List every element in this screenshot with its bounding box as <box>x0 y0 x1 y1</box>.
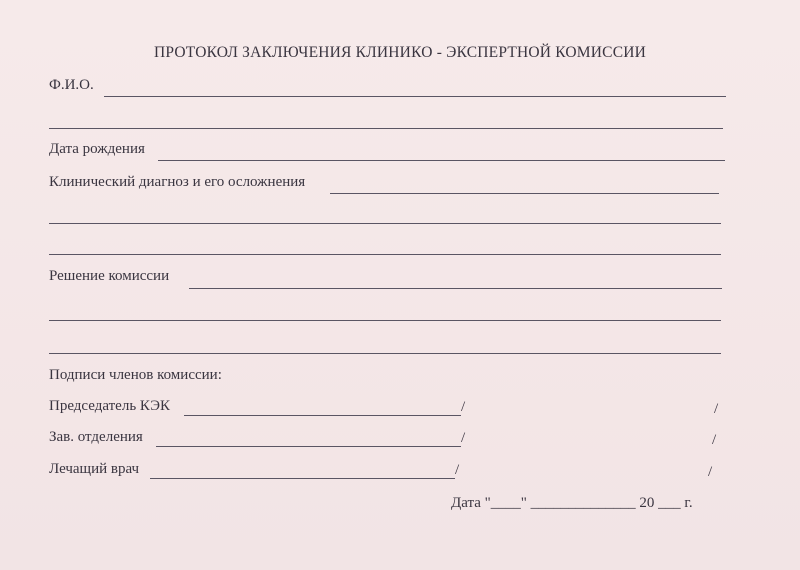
signatures-heading: Подписи членов комиссии: <box>49 367 222 383</box>
chair-label: Председатель КЭК <box>49 398 171 414</box>
diagnosis-field-line[interactable] <box>330 193 719 194</box>
head-slash-end: / <box>712 432 717 448</box>
fio-label: Ф.И.О. <box>49 77 94 93</box>
decision-field-line-3[interactable] <box>49 353 721 354</box>
decision-label: Решение комиссии <box>49 268 170 284</box>
fio-field-line-2[interactable] <box>49 128 723 129</box>
chair-slash: / <box>461 399 466 415</box>
chair-signature-line[interactable] <box>184 415 461 416</box>
chair-slash-end: / <box>714 401 719 417</box>
birth-date-field-line[interactable] <box>158 160 725 161</box>
doctor-slash-end: / <box>708 464 713 480</box>
fio-field-line[interactable] <box>104 96 726 97</box>
diagnosis-field-line-3[interactable] <box>49 254 721 255</box>
doctor-slash: / <box>455 462 460 478</box>
birth-date-label: Дата рождения <box>49 141 145 157</box>
doctor-signature-line[interactable] <box>150 478 455 479</box>
head-label: Зав. отделения <box>49 429 143 445</box>
doctor-label: Лечащий врач <box>49 461 140 477</box>
diagnosis-field-line-2[interactable] <box>49 223 721 224</box>
head-slash: / <box>461 430 466 446</box>
decision-field-line[interactable] <box>189 288 722 289</box>
decision-field-line-2[interactable] <box>49 320 721 321</box>
diagnosis-label: Клинический диагноз и его осложнения <box>49 174 306 190</box>
date-field[interactable]: Дата "____" ______________ 20 ___ г. <box>451 495 693 511</box>
head-signature-line[interactable] <box>156 446 461 447</box>
page-title: ПРОТОКОЛ ЗАКЛЮЧЕНИЯ КЛИНИКО - ЭКСПЕРТНОЙ КОМИССИИ <box>153 44 647 61</box>
